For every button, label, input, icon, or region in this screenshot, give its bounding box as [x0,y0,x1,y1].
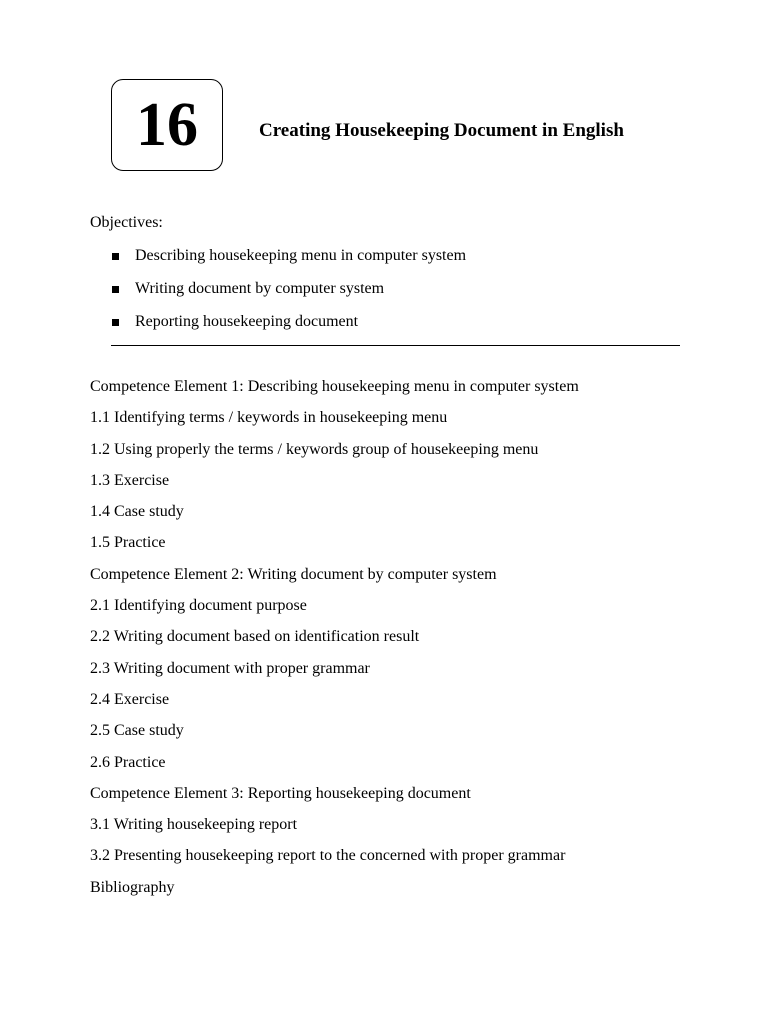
contents-item: 1.3 Exercise [90,471,170,489]
objective-text: Writing document by computer system [135,280,385,297]
chapter-number: 16 [136,91,198,159]
objective-item [112,280,466,313]
contents-item: 2.1 Identifying document purpose [90,597,307,615]
objective-item [112,247,466,280]
square-bullet-icon [112,286,119,293]
square-bullet-icon [112,319,119,326]
contents-item: 1.4 Case study [90,503,184,521]
contents-list [90,378,579,910]
contents-item: 2.4 Exercise [90,690,170,708]
objective-item [112,313,466,346]
contents-item: 3.2 Presenting housekeeping report to the concerned with proper grammar [90,847,566,865]
contents-item: 2.6 Practice [90,753,166,771]
objective-text: Reporting housekeeping document [135,313,359,330]
square-bullet-icon [112,253,119,260]
objectives-heading: Objectives: [90,214,163,231]
objectives-list [112,247,466,346]
contents-item: 2.5 Case study [90,722,184,740]
section-divider [111,345,680,346]
competence-element-heading: Competence Element 2: Writing document by computer system [90,565,497,583]
contents-item: 1.2 Using properly the terms / keywords group of housekeeping menu [90,440,539,458]
competence-element-heading: Competence Element 1: Describing housekeeping menu in computer system [90,378,579,395]
contents-item: 3.1 Writing housekeeping report [90,816,298,834]
contents-item: 1.5 Practice [90,534,166,552]
bibliography-heading: Bibliography [90,878,175,896]
chapter-title: Creating Housekeeping Document in English [259,120,624,141]
competence-element-heading: Competence Element 3: Reporting housekeeping document [90,784,471,802]
chapter-number-box [111,79,223,171]
contents-item: 2.2 Writing document based on identification result [90,628,420,646]
contents-item: 1.1 Identifying terms / keywords in housekeeping menu [90,409,448,427]
objective-text: Describing housekeeping menu in computer system [135,247,467,264]
contents-item: 2.3 Writing document with proper grammar [90,659,370,677]
